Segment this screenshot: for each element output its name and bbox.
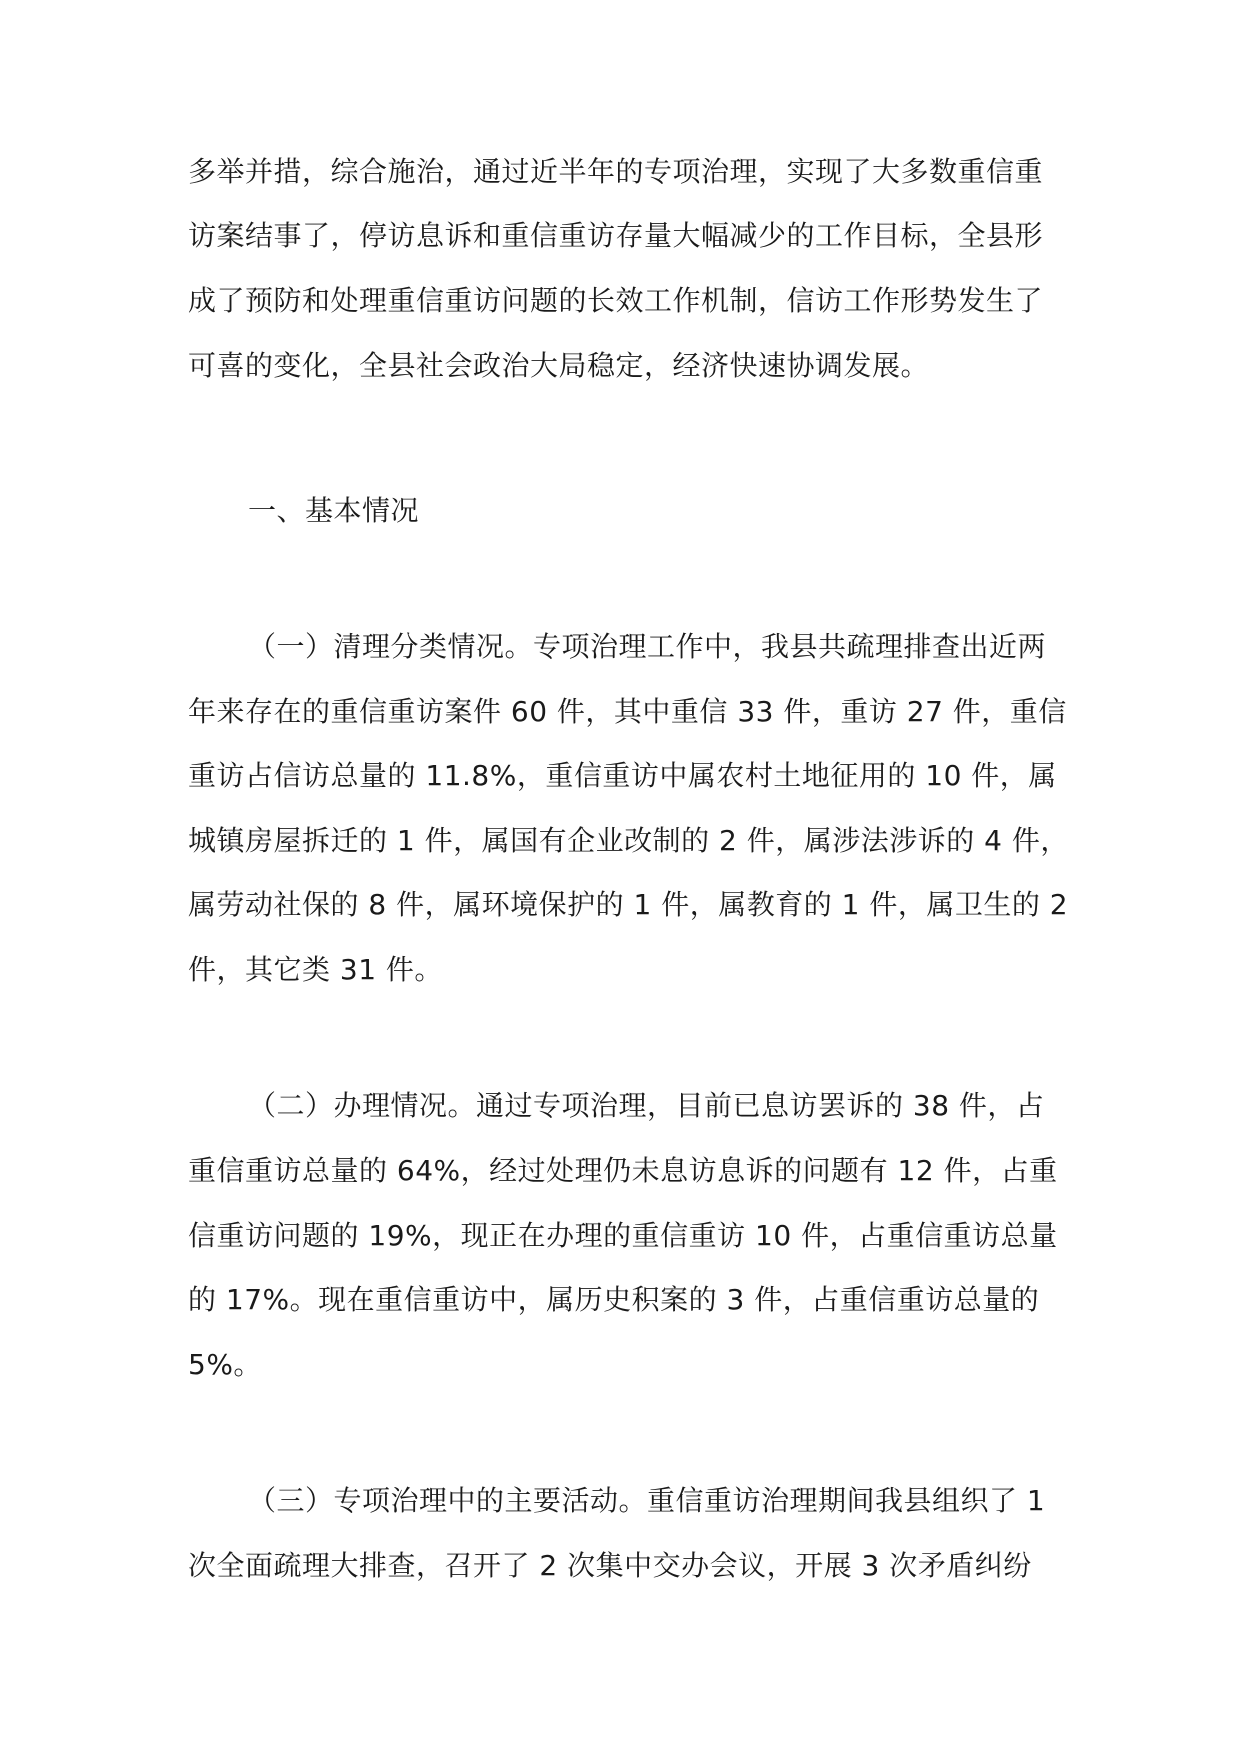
paragraph-line: （二）办理情况。通过专项治理，目前已息访罢诉的 38 件，占 bbox=[248, 1089, 1045, 1122]
paragraph-line: 信重访问题的 19%，现正在办理的重信重访 10 件，占重信重访总量 bbox=[188, 1219, 1058, 1252]
paragraph-line: 重信重访总量的 64%，经过处理仍未息访息诉的问题有 12 件，占重 bbox=[188, 1154, 1058, 1187]
paragraph-line: 重访占信访总量的 11.8%，重信重访中属农村土地征用的 10 件，属 bbox=[188, 759, 1057, 792]
paragraph-line: 访案结事了，停访息诉和重信重访存量大幅减少的工作目标，全县形 bbox=[188, 219, 1044, 252]
paragraph-line: 件，其它类 31 件。 bbox=[188, 953, 443, 986]
paragraph-line: 多举并措，综合施治，通过近半年的专项治理，实现了大多数重信重 bbox=[188, 155, 1044, 188]
paragraph-line: 的 17%。现在重信重访中，属历史积案的 3 件，占重信重访总量的 bbox=[188, 1283, 1040, 1316]
paragraph-line: 年来存在的重信重访案件 60 件，其中重信 33 件，重访 27 件，重信 bbox=[188, 695, 1067, 728]
paragraph-line: 属劳动社保的 8 件，属环境保护的 1 件，属教育的 1 件，属卫生的 2 bbox=[188, 888, 1069, 921]
paragraph-line: 次全面疏理大排查，召开了 2 次集中交办会议，开展 3 次矛盾纠纷 bbox=[188, 1549, 1032, 1582]
paragraph-line: 成了预防和处理重信重访问题的长效工作机制，信访工作形势发生了 bbox=[188, 284, 1044, 317]
paragraph-line: 5%。 bbox=[188, 1348, 262, 1381]
section-heading: 一、基本情况 bbox=[248, 494, 420, 527]
paragraph-line: （一）清理分类情况。专项治理工作中，我县共疏理排查出近两 bbox=[248, 630, 1047, 663]
paragraph-line: （三）专项治理中的主要活动。重信重访治理期间我县组织了 1 bbox=[248, 1484, 1046, 1517]
paragraph-line: 城镇房屋拆迁的 1 件，属国有企业改制的 2 件，属涉法涉诉的 4 件， bbox=[188, 824, 1069, 857]
paragraph-line: 可喜的变化，全县社会政治大局稳定，经济快速协调发展。 bbox=[188, 349, 930, 382]
